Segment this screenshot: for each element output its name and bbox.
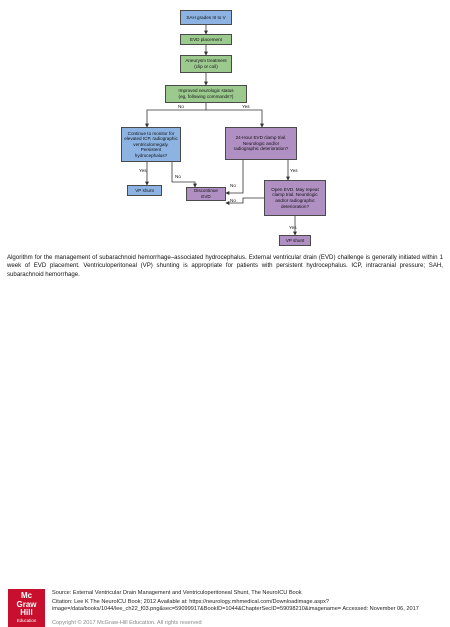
label-no-status: No xyxy=(178,104,184,109)
logo-line-education: Education xyxy=(16,617,37,623)
node-improved-status: Improved neurologic status (eg, following commands?) xyxy=(165,85,247,103)
label-yes-monitor: Yes xyxy=(139,168,147,173)
citation-footer xyxy=(0,292,450,626)
node-discontinue-evd: Discontinue EVD xyxy=(186,187,226,201)
logo-line-graw: Graw xyxy=(16,599,37,609)
copyright-line: Copyright © 2017 McGraw-Hill Education. All rights reserved xyxy=(52,620,202,626)
label-no-monitor: No xyxy=(175,174,181,179)
citation-line: Citation: Lee K The NeuroICU Book; 2012 Available at: https://neurology.mhmedical.com/Downloadimage.aspx?image=/data/books/1044/lee_ch22_f03.png&sec=59099917&BookID=1044&ChapterSecID=59098210&imagename= Accessed: November 06, 2017 xyxy=(52,599,419,612)
logo-line-mc: Mc xyxy=(20,591,33,601)
node-vp-shunt-right: VP shunt xyxy=(279,235,311,246)
mcgraw-hill-logo xyxy=(8,589,45,627)
figure-caption: Algorithm for the management of subarachnoid hemorrhage–associated hydrocephalus. External ventricular drain (EVD) challenge is generally initiated within 1 week of EVD placement. Ventriculoperitoneal (VP) shunting is appropriate for patients with persistent hydrocephalus. ICP, intracranial pressure; SAH, subarachnoid hemorrhage. xyxy=(7,254,443,278)
node-sah-grades: SAH grades III to V xyxy=(180,10,232,25)
node-evd-placement: EVD placement xyxy=(180,34,232,45)
node-vp-shunt-left: VP shunt xyxy=(127,185,162,196)
edge-clamp-to-discontinue xyxy=(226,160,243,193)
node-aneurysm-treatment: Aneurysm treatment (clip or coil) xyxy=(180,55,232,73)
label-no-clamp: No xyxy=(230,183,236,188)
edge-status-to-monitor xyxy=(147,103,206,127)
logo-line-hill: Hill xyxy=(20,608,33,618)
label-yes-status: Yes xyxy=(242,104,250,109)
label-yes-clamp: Yes xyxy=(290,168,298,173)
node-continue-monitor: Continue to monitor for elevated ICP, radiographic ventriculomegaly. Persistent hydrocephalus? xyxy=(121,127,181,162)
label-no-open: No xyxy=(230,198,236,203)
node-open-evd: Open EVD. May repeat clamp trial. Neurologic and/or radiographic deterioration? xyxy=(264,180,326,216)
label-yes-open: Yes xyxy=(289,225,297,230)
edge-status-to-clamp xyxy=(206,110,262,127)
source-line: Source: External Ventricular Drain Management and Ventriculoperitoneal Shunt, The NeuroICU Book xyxy=(52,590,302,596)
node-clamp-trial: 24-Hour EVD clamp trial. Neurologic and/or radiographic deterioration? xyxy=(225,127,297,160)
